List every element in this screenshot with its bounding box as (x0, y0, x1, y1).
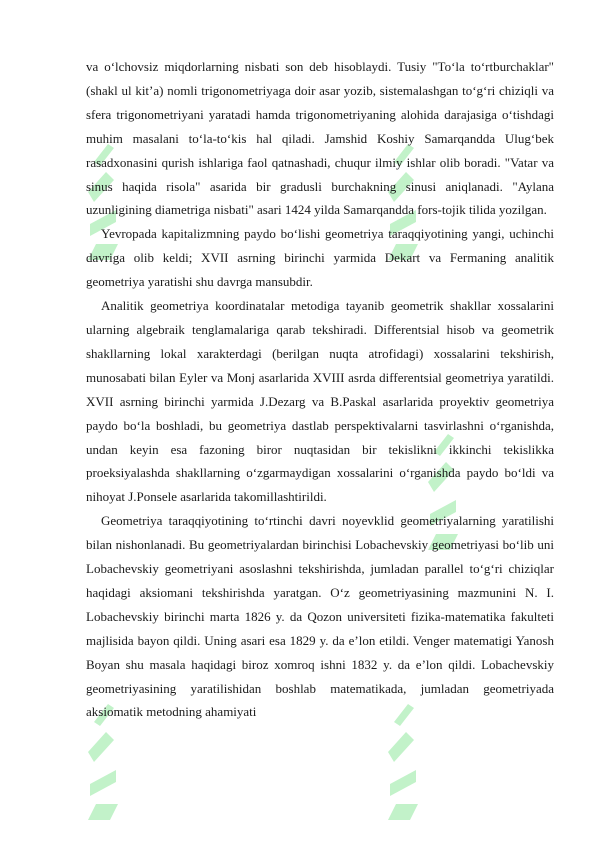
paragraph-4: Geometriya taraqqiyotining to‘rtinchi davri noyevklid geometriyalarning yaratilishi bilan nishonlanadi. Bu geometriyalardan birinchisi Lobachevskiy geometriyasi bo‘lib uni Lobachevskiy geometriyani asoslashni tekshirishda, jumladan parallel to‘g‘ri chiziqlar haqidagi aksiomani tekshirishda yaratgan. O‘z geometriyasining mazmunini N. I. Lobachevskiy birinchi marta 1826 y. da Qozon universiteti fizika-matematika fakulteti majlisida bayon qildi. Uning asari esa 1829 y. da e’lon etildi. Venger matematigi Yanosh Boyan shu masala haqidagi biroz xomroq ishni 1832 y. da e’lon qildi. Lobachevskiy geometriyasining yaratilishidan boshlab matematikada, jumladan geometriyada aksiomatik metodning ahamiyati (86, 513, 554, 720)
paragraph-1: va o‘lchovsiz miqdorlarning nisbati son deb hisoblaydi. Tusiy "To‘la to‘rtburchaklar" (shakl ul kit’a) nomli trigonometriyaga doir asar yozib, sistemalashgan to‘g‘ri chiziqli va sfera trigonometriyani yaratadi hamda trigonometriyaning alohida darajasiga o‘tishdagi muhim masalani to‘la-to‘kis hal qiladi. Jamshid Koshiy Samarqandda Ulug‘bek rasadxonasini qurish ishlariga faol qatnashadi, chuqur ilmiy ishlar olib boradi. "Vatar va sinus haqida risola" asarida bir gradusli burchakning sinusi aniqlanadi. "Aylana uzunligining diametriga nisbati" asari 1424 yilda Samarqandda fors-tojik tilida yozilgan. (86, 59, 554, 218)
body-text (86, 55, 554, 724)
paragraph-3: Analitik geometriya koordinatalar metodiga tayanib geometrik shakllar xossalarini ularning algebraik tenglamalariga qarab tekshiradi. Differentsial hisob va geometrik shakllarning lokal xarakterdagi (berilgan nuqta atrofidagi) xossalarini tekshirish, munosabati bilan Eyler va Monj asarlarida XVIII asrda differentsial geometriya yaratildi. XVII asrning birinchi yarmida J.Dezarg va B.Paskal asarlarida proyektiv geometriya paydo bo‘la boshladi, bu geometriya dastlab perspektivalarni tasvirlashni o‘rganishda, undan keyin esa fazoning biror nuqtasidan bir tekislikni ikkinchi tekislikka proeksiyalashda shakllarning o‘zgarmaydigan xossalarini o‘rganishda paydo bo‘ldi va nihoyat J.Ponsele asarlarida takomillashtirildi. (86, 298, 554, 505)
paragraph-2: Yevropada kapitalizmning paydo bo‘lishi geometriya taraqqiyotining yangi, uchinchi davriga olib keldi; XVII asrning birinchi yarmida Dekart va Fermaning analitik geometriya yaratishi shu davrga mansubdir. (86, 226, 554, 290)
